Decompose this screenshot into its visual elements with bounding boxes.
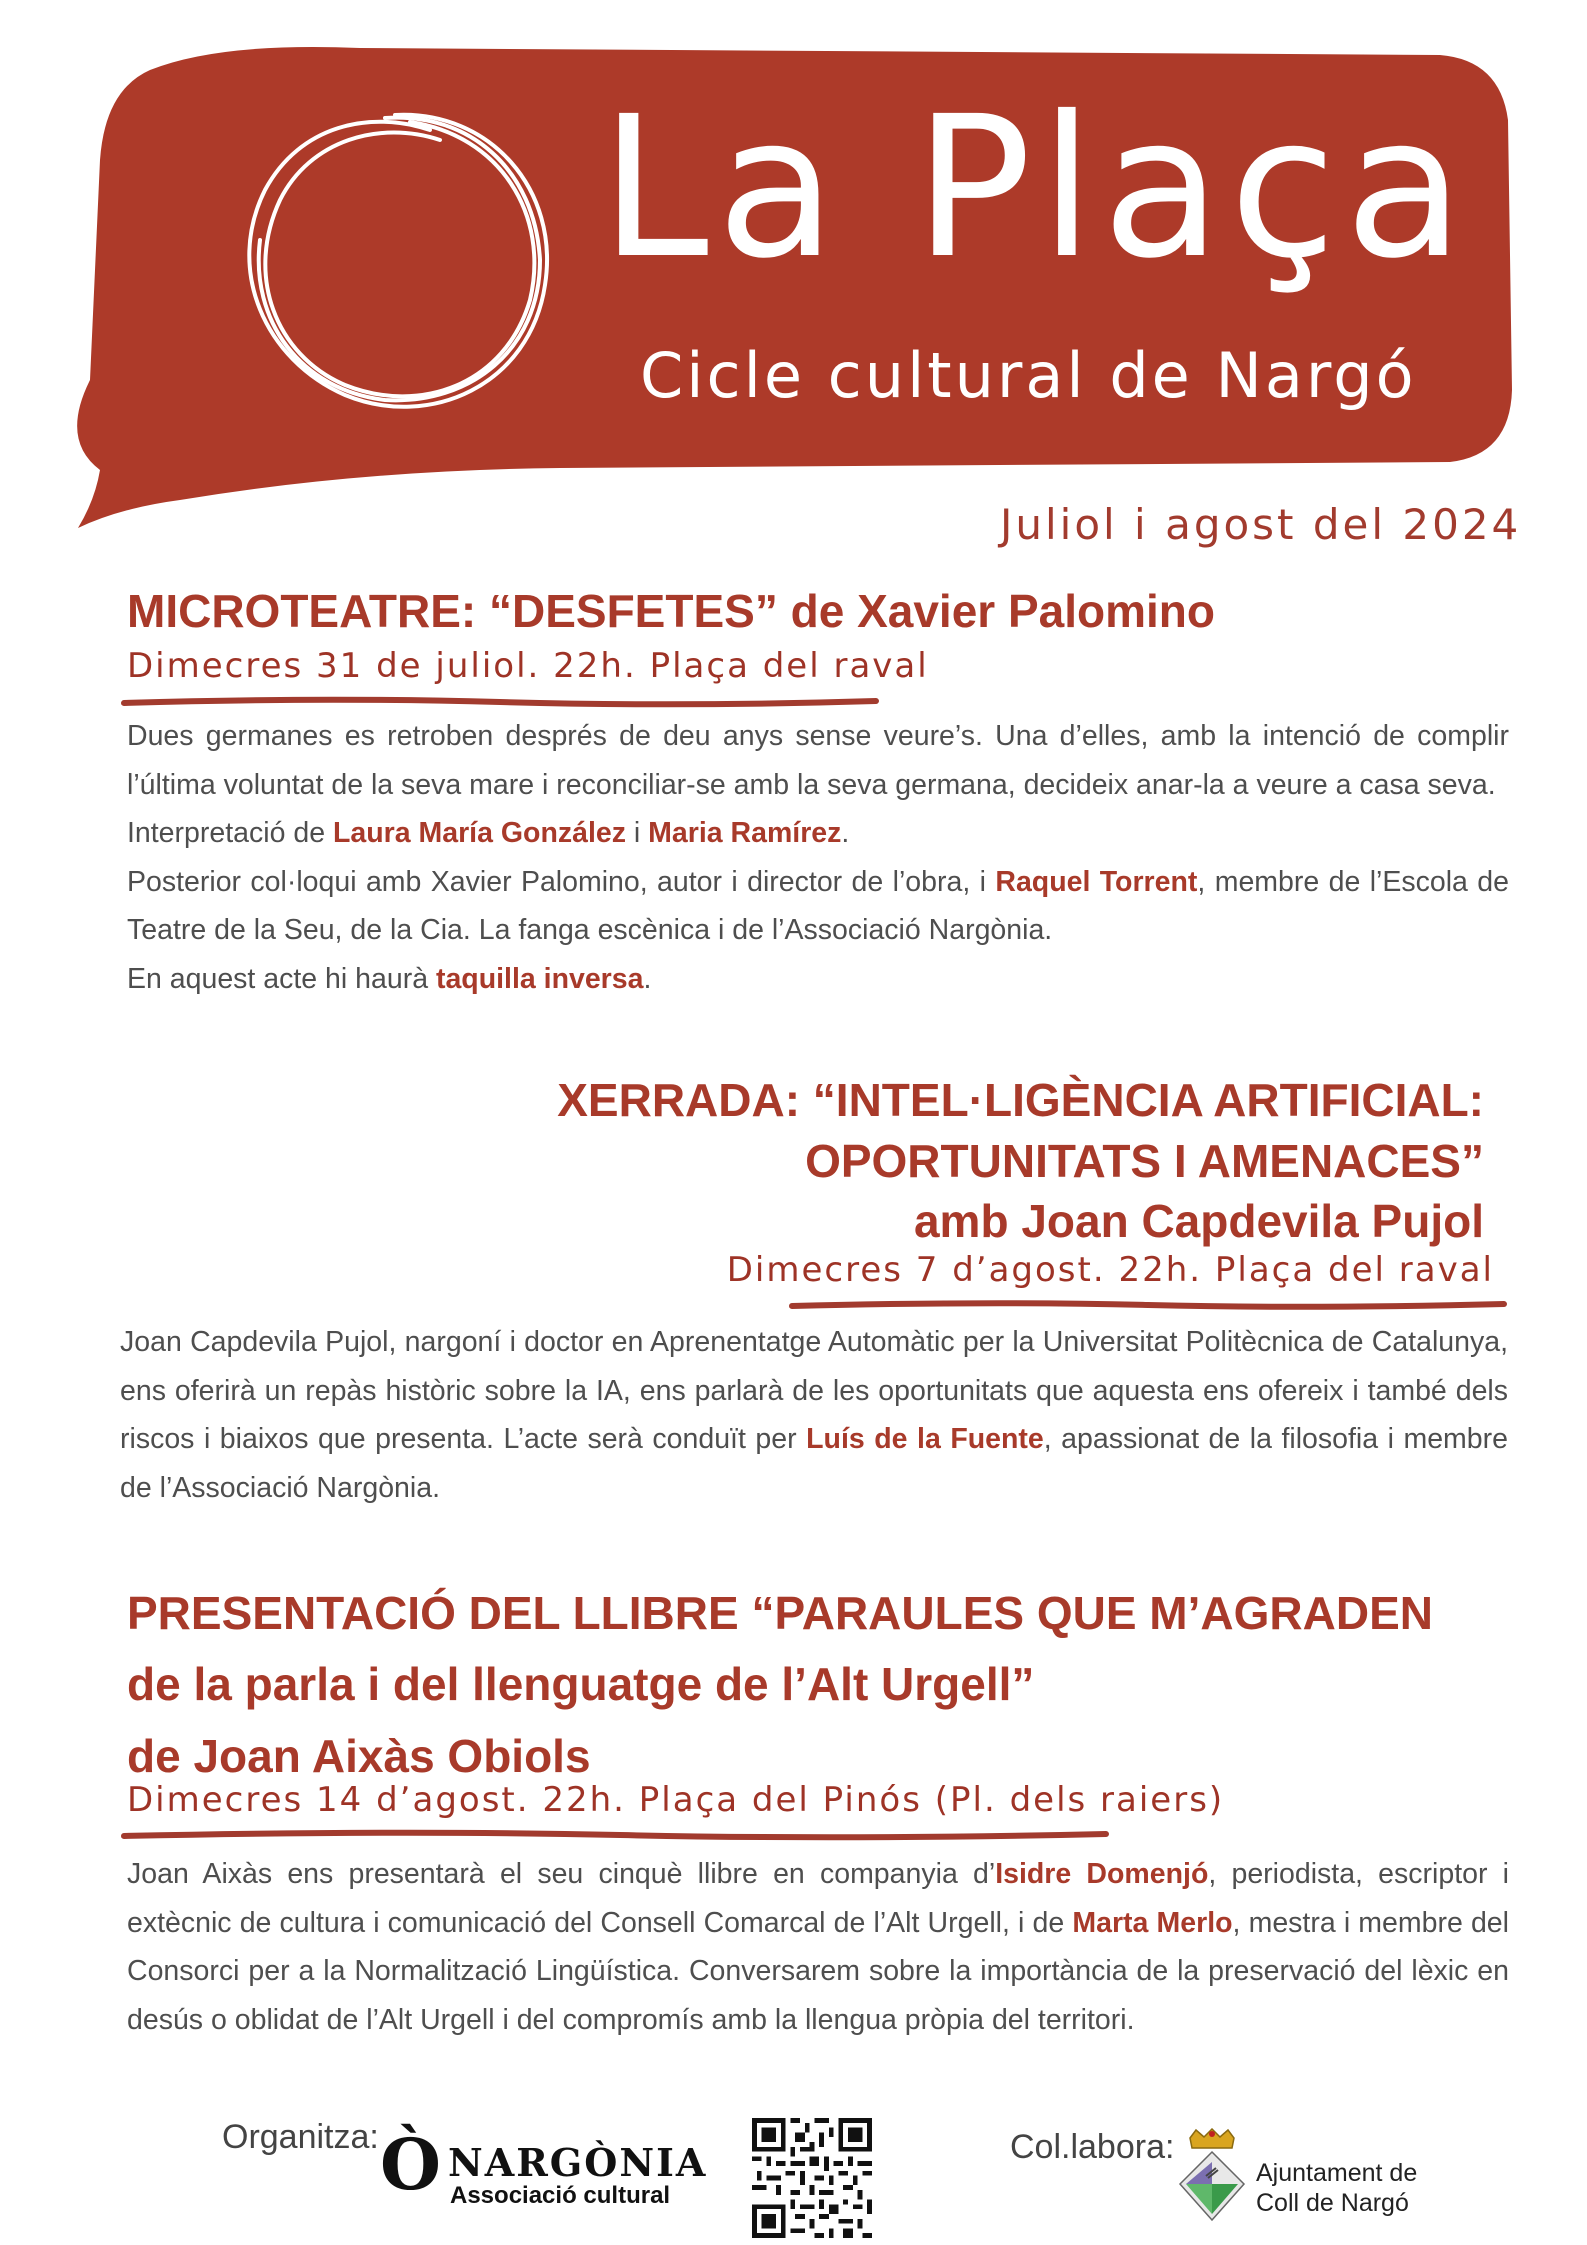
highlight-name: Maria Ramírez — [648, 817, 842, 849]
event-1-when: Dimecres 31 de juliol. 22h. Plaça del raval — [127, 646, 929, 686]
collabora-label: Col.labora: — [1010, 2128, 1175, 2166]
event-3-underline — [120, 1826, 1110, 1846]
highlight-name: Isidre Domenjó — [995, 1858, 1209, 1890]
poster-title: La Plaça — [600, 74, 1473, 301]
event-1-paragraph-3: Posterior col·loqui amb Xavier Palomino, autor i director de l’obra, i Raquel Torrent, membre de l’Escola de Teatre de la Seu, de la Cia. La fanga escènica i de l’Associació Nargònia. — [127, 865, 1509, 946]
highlight-name: Laura María González — [332, 817, 626, 849]
highlight-name: Luís de la Fuente — [806, 1423, 1044, 1455]
event-3-title — [127, 1578, 1433, 1792]
event-2-when: Dimecres 7 d’agost. 22h. Plaça del raval — [726, 1250, 1494, 1290]
event-2-underline — [788, 1296, 1508, 1316]
event-title-line: de la parla i del llenguatge de l’Alt Urgell” — [127, 1658, 1035, 1711]
event-3-when: Dimecres 14 d’agost. 22h. Plaça del Pinós (Pl. dels raiers) — [127, 1780, 1225, 1820]
event-3-description — [127, 1850, 1509, 2044]
nargonia-subtitle: Associació cultural — [450, 2182, 671, 2209]
event-2-title — [557, 1070, 1484, 1252]
event-1-paragraph-2: Interpretació de Laura María González i Maria Ramírez. — [127, 817, 850, 849]
event-title-line: de Joan Aixàs Obiols — [127, 1729, 591, 1782]
qr-code-icon[interactable] — [752, 2118, 872, 2238]
nargonia-o-mark: Ò — [380, 2123, 441, 2206]
event-1-paragraph-4: En aquest acte hi haurà taquilla inversa. — [127, 962, 652, 995]
organitza-label: Organitza: — [222, 2118, 379, 2156]
ajuntament-name: Ajuntament de Coll de Nargó — [1256, 2159, 1418, 2217]
highlight-name: Raquel Torrent — [995, 865, 1198, 898]
event-2-description — [120, 1318, 1508, 1512]
event-1-description — [127, 712, 1509, 1003]
event-title-line: XERRADA: “INTEL·LIGÈNCIA ARTIFICIAL: — [557, 1074, 1484, 1126]
event-3-paragraph-1: Joan Aixàs ens presentarà el seu cinquè llibre en companyia d’Isidre Domenjó, periodista, escriptor i extècnic de cultura i comunicació del Consell Comarcal de l’Alt Urgell, i de Marta Merlo, mestra i membre del Consorci per a la Normalització Lingüística. Conversarem sobre la importància de la preservació del lèxic en desús o oblidat de l’Alt Urgell i del compromís amb la llengua pròpia del territori. — [127, 1858, 1509, 2036]
event-title-line: MICROTEATRE: “DESFETES” de Xavier Palomino — [127, 585, 1215, 637]
nargonia-logo — [380, 2123, 710, 2210]
event-title-line: PRESENTACIÓ DEL LLIBRE “PARAULES QUE M’AGRADEN — [127, 1587, 1433, 1639]
event-title-line: amb Joan Capdevila Pujol — [913, 1195, 1484, 1248]
event-title-line: OPORTUNITATS I AMENACES” — [805, 1134, 1484, 1187]
event-1-paragraph-1: Dues germanes es retroben després de deu anys sense veure’s. Una d’elles, amb la intenció de complir l’última voluntat de la seva mare i reconciliar-se amb la seva germana, decideix anar-la a veure a casa seva. — [127, 720, 1509, 801]
poster-subtitle: Cicle cultural de Nargó — [640, 339, 1417, 412]
edition-dates: Juliol i agost del 2024 — [1000, 500, 1522, 549]
event-1-title — [127, 585, 1215, 637]
coat-of-arms-icon — [1176, 2128, 1248, 2228]
nargonia-name: NARGÒNIA — [448, 2140, 708, 2185]
highlight-name: Marta Merlo — [1072, 1906, 1233, 1939]
event-1-underline — [120, 693, 880, 713]
event-2-paragraph-1: Joan Capdevila Pujol, nargoní i doctor en Aprenentatge Automàtic per la Universitat Politècnica de Catalunya, ens oferirà un repàs històric sobre la IA, ens parlarà de les oportunitats que aquesta ens ofereix i també dels riscos i biaixos que presenta. L’acte serà conduït per Luís de la Fuente, apassionat de la filosofia i membre de l’Associació Nargònia. — [120, 1326, 1508, 1504]
highlight-name: taquilla inversa — [435, 962, 644, 995]
